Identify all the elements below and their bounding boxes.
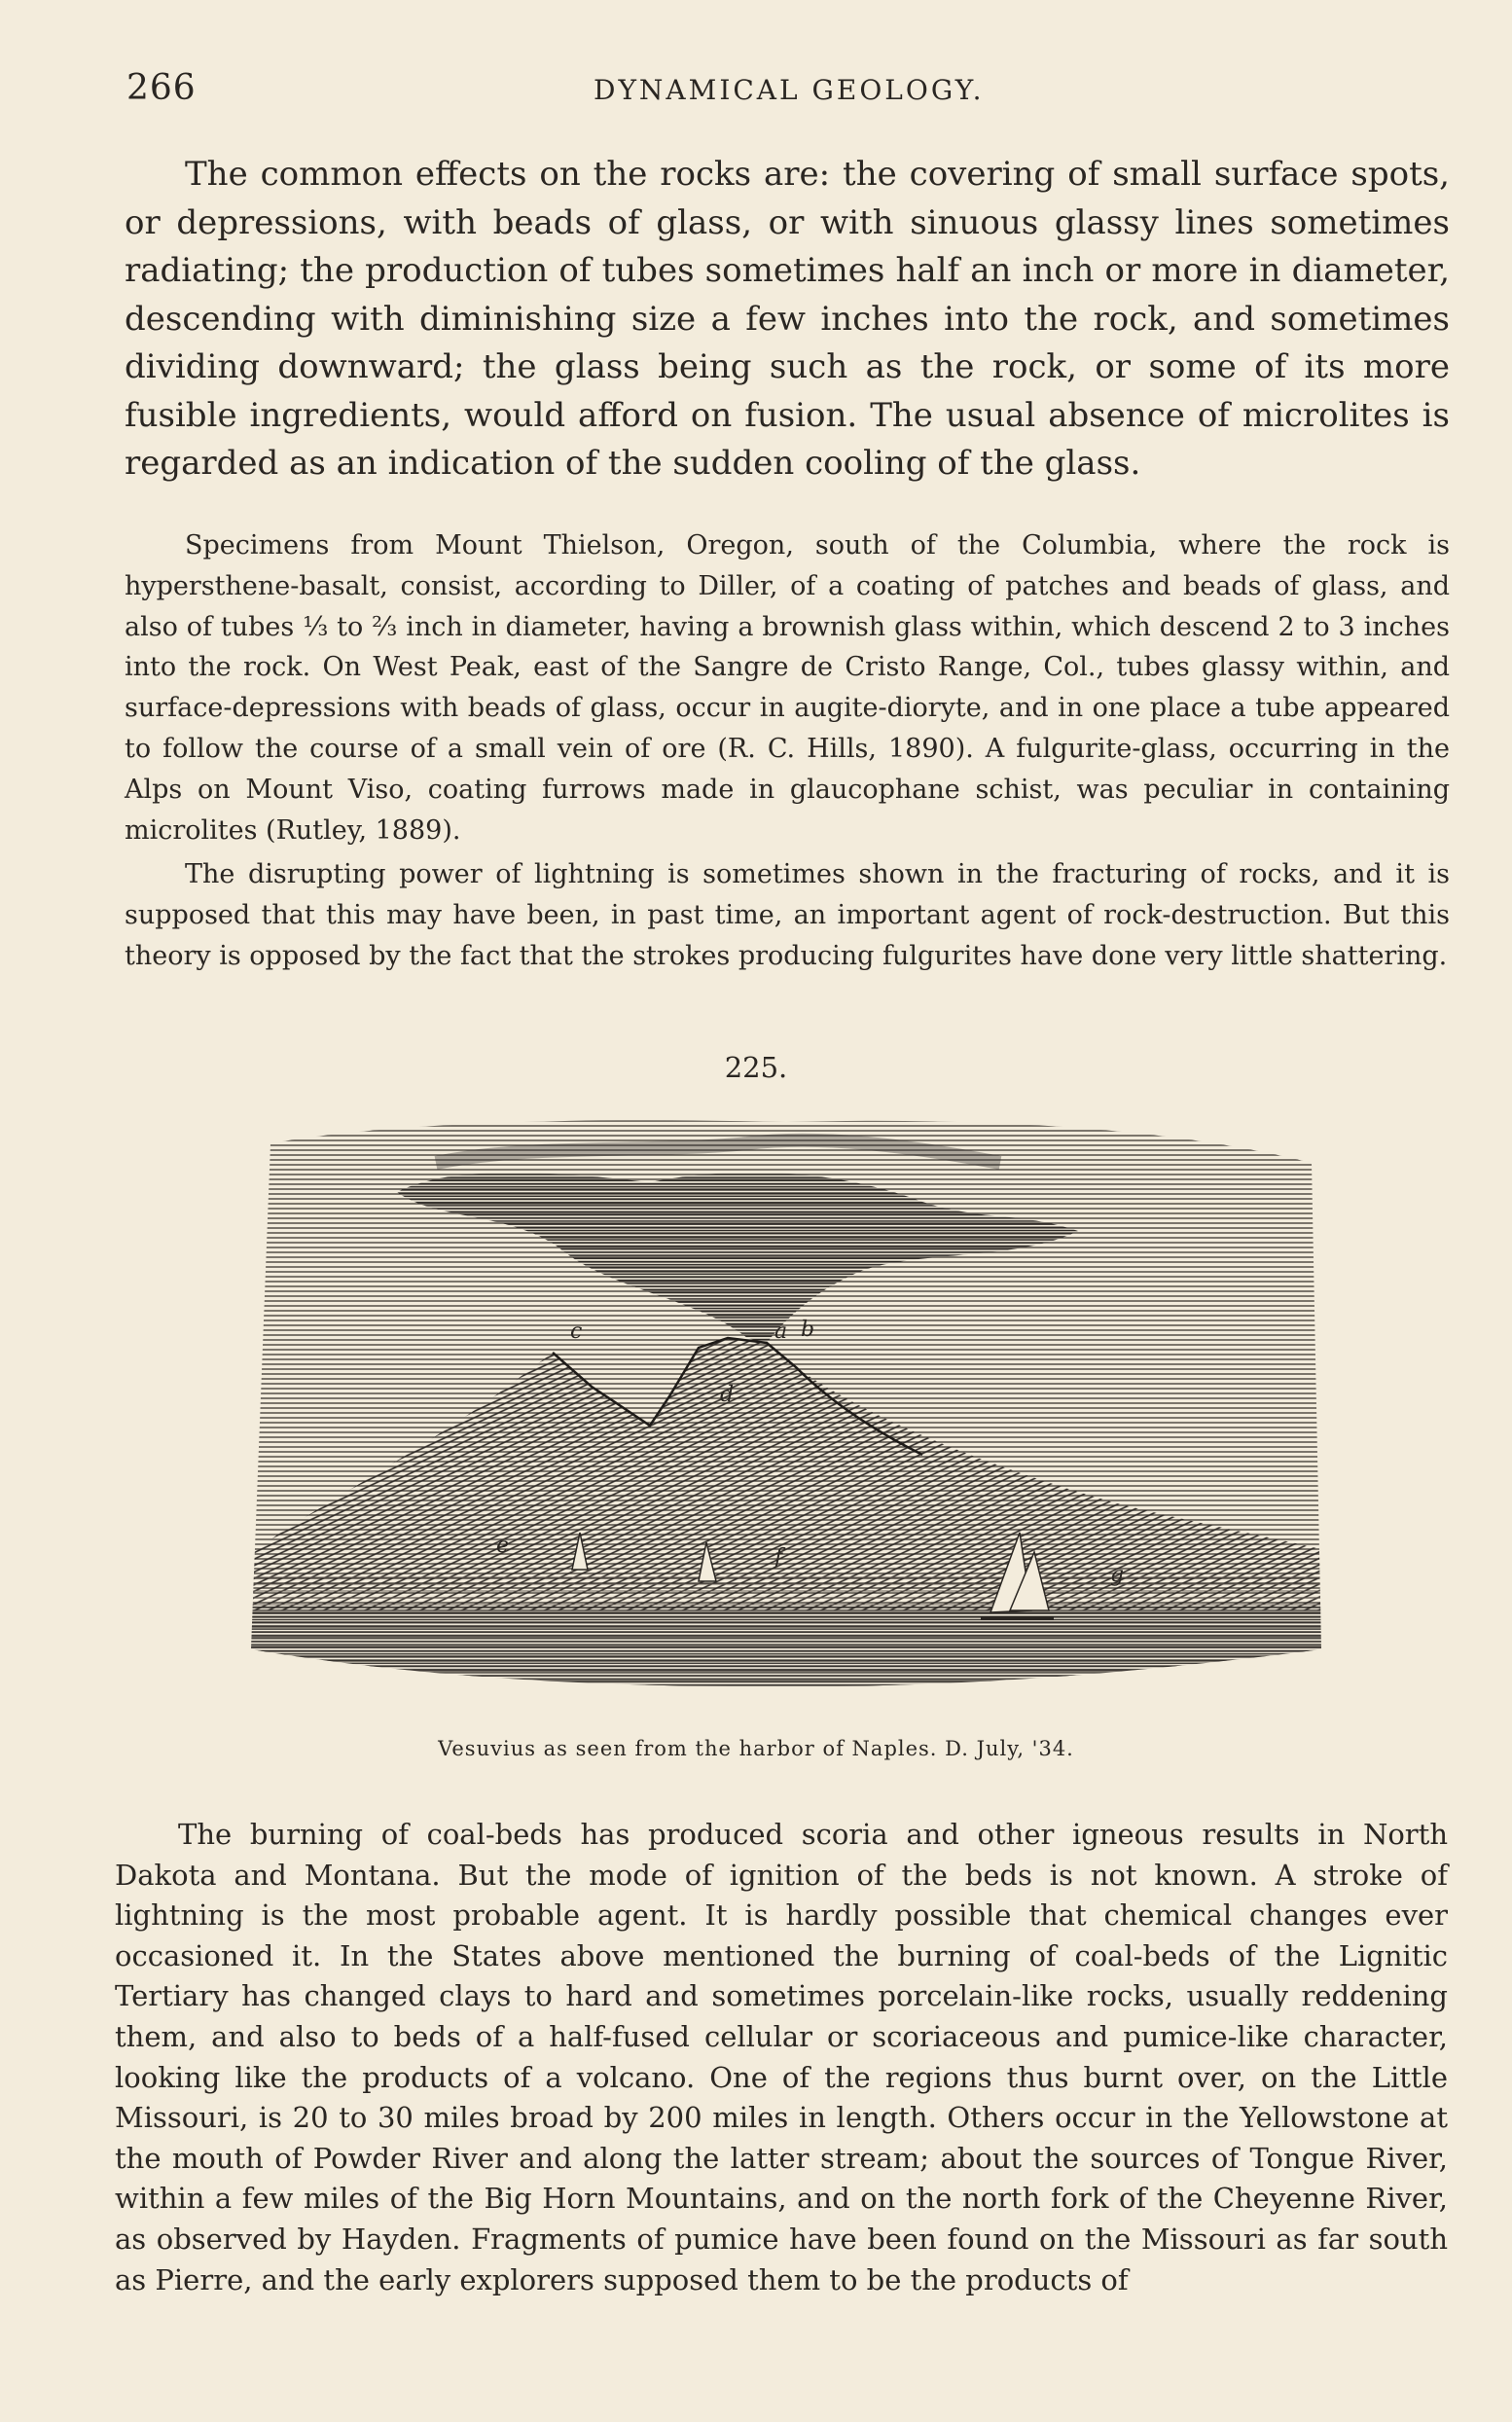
figure-caption: Vesuvius as seen from the harbor of Naples. D. July, '34.	[438, 1737, 1074, 1760]
figure-label-b: b	[801, 1318, 815, 1342]
page-header	[126, 68, 1440, 117]
paragraph-specimens: Specimens from Mount Thielson, Oregon, south of the Columbia, where the rock is hypersthene-basalt, consist, according to Diller, of a coating of patches and beads of glass, and also of tubes ⅓ to ⅔ inch in diameter, having a brownish glass within, which descend 2 to 3 inches into the rock. On West Peak, east of the Sangre de Cristo Range, Col., tubes glassy within, and surface-depressions with beads of glass, occur in augite-dioryte, and in one place a tube appeared to follow the course of a small vein of ore (R. C. Hills, 1890). A fulgurite-glass, occurring in the Alps on Mount Viso, coating furrows made in glaucophane schist, was peculiar in containing microlites (Rutley, 1889).	[125, 530, 1450, 846]
running-head: DYNAMICAL GEOLOGY.	[594, 74, 985, 106]
figure-label-a: a	[774, 1319, 788, 1344]
vesuvius-engraving	[241, 1104, 1333, 1703]
figure-label-e: e	[496, 1534, 510, 1558]
paragraph-coal-beds: The burning of coal-beds has produced scoria and other igneous results in North Dakota and Montana. But the mode of ignition of the beds is not known. A stroke of lightning is the most probable agent. It is hardly possible that chemical changes ever occasioned it. In the States above mentioned the burning of coal-beds of the Lignitic Tertiary has changed clays to hard and sometimes porcelain-like rocks, usually reddening them, and also to beds of a half-fused cellular or scoriaceous and pumice-like character, looking like the products of a volcano. One of the regions thus burnt over, on the Little Missouri, is 20 to 30 miles broad by 200 miles in length. Others occur in the Yellowstone at the mouth of Powder River and along the latter stream; about the sources of Tongue River, within a few miles of the Big Horn Mountains, and on the north fork of the Cheyenne River, as observed by Hayden. Fragments of pumice have been found on the Missouri as far south as Pierre, and the early explorers supposed them to be the products of	[115, 1818, 1448, 2296]
page-number: 266	[126, 68, 197, 108]
figure-label-d: d	[720, 1383, 735, 1407]
figure-label-c: c	[570, 1319, 583, 1344]
figure-label-f: f	[774, 1545, 783, 1570]
paragraph-fulgurite-effects: The common effects on the rocks are: the covering of small surface spots, or depressions, with beads of glass, or with sinuous glassy lines sometimes radiating; the production of tubes sometimes half an inch or more in diameter, descending with diminishing size a few inches into the rock, and sometimes dividing downward; the glass being such as the rock, or some of its more fusible ingredients, would afford on fusion. The usual absence of microlites is regarded as an indication of the sudden cooling of the glass.	[125, 155, 1450, 483]
figure-label-g: g	[1110, 1563, 1125, 1587]
figure-number: 225.	[724, 1051, 788, 1084]
paragraph-disrupting-power: The disrupting power of lightning is sometimes shown in the fracturing of rocks, and it is supposed that this may have been, in past time, an important agent of rock-destruction. But this theory is opposed by the fact that the strokes producing fulgurites have done very little shattering.	[125, 859, 1450, 971]
